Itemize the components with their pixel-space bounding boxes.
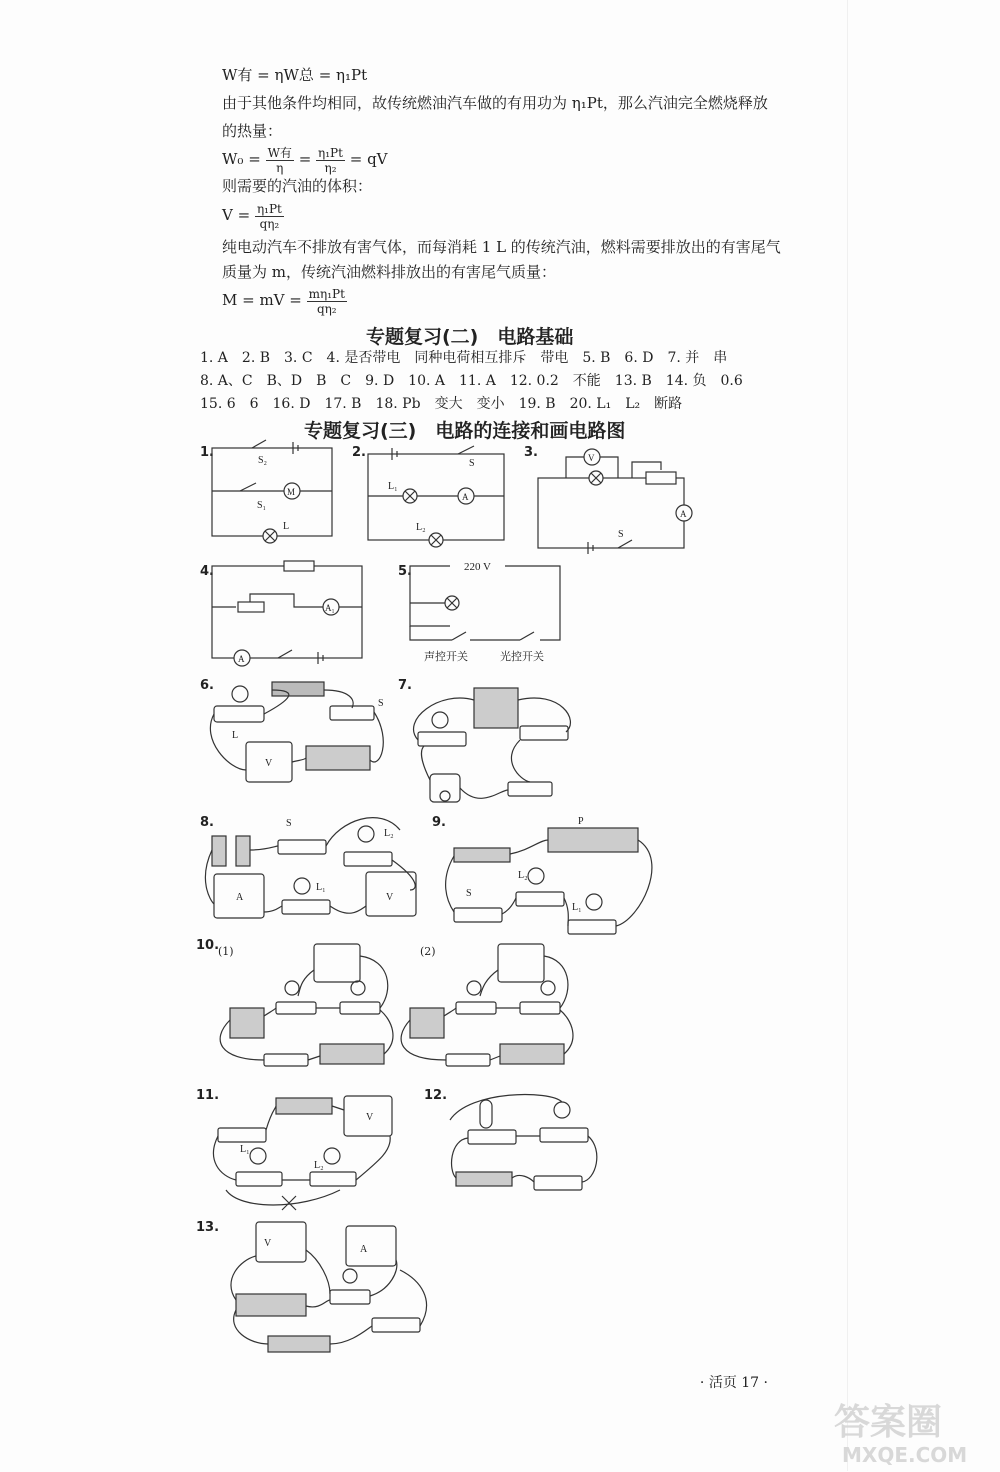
ammeter-symbol-label: A xyxy=(680,509,687,519)
wiring-photo-10-2 xyxy=(401,944,573,1066)
section-title-circuit-drawing: 专题复习(三) 电路的连接和画电路图 xyxy=(304,420,626,442)
label-s2: S₂ xyxy=(258,455,268,466)
label-l2: L₂ xyxy=(416,522,426,533)
formula-useful-work: W有 = ηW总 = η₁Pt xyxy=(222,66,368,84)
question-number: 3. xyxy=(524,445,538,460)
circuit-diagram-2 xyxy=(368,446,504,547)
photo-label-l2: L₂ xyxy=(314,1160,324,1171)
section-title-circuit-basics: 专题复习(二) 电路基础 xyxy=(366,326,574,348)
question-number: 4. xyxy=(200,564,214,579)
photo-label-l1: L₁ xyxy=(316,882,326,893)
wiring-photo-12 xyxy=(450,1095,597,1190)
formula-mass: M = mV = $\frac{\text{mη₁Pt}}{\text{qη₂}}$ xyxy=(222,286,345,316)
photo-label-v: V xyxy=(265,758,273,769)
photo-label-v: V xyxy=(386,892,394,903)
photo-label-s: S xyxy=(286,818,292,829)
photo-label-a: A xyxy=(236,892,244,903)
question-number: 8. xyxy=(200,815,214,830)
answer-row: 8. A、C B、D B C 9. D 10. A 11. A 12. 0.2 不能 13. B 14. 负 0.6 xyxy=(200,373,743,389)
motor-symbol-label: M xyxy=(287,487,296,497)
solution-text-line: 质量为 m，传统汽油燃料排放出的有害尾气质量： xyxy=(222,263,556,281)
wiring-photo-13 xyxy=(231,1222,427,1352)
question-number: 6. xyxy=(200,678,214,693)
circuit-diagram-4 xyxy=(212,561,362,666)
wiring-photo-9 xyxy=(446,828,652,934)
ammeter-symbol-label: A xyxy=(238,654,245,664)
wiring-photo-7 xyxy=(414,688,571,802)
question-number: 9. xyxy=(432,815,446,830)
ammeter-a1-label: A₁ xyxy=(325,603,335,613)
solution-text-line: 纯电动汽车不排放有害气体，而每消耗 1 L 的传统汽油，燃料需要排放出的有害尾气 xyxy=(222,238,781,256)
question-number: 1. xyxy=(200,445,214,460)
label-l: L xyxy=(283,521,290,532)
question-number: 2. xyxy=(352,445,366,460)
answer-row: 15. 6 6 16. D 17. B 18. Pb 变大 变小 19. B 20. L₁ L₂ 断路 xyxy=(200,396,683,412)
watermark-logo xyxy=(828,1392,996,1468)
label-l1: L₁ xyxy=(388,481,398,492)
photo-label-l2: L₂ xyxy=(384,828,394,839)
circuit-diagram-1 xyxy=(212,440,332,543)
light-switch-label: 光控开关 xyxy=(500,651,544,663)
label-s: S xyxy=(618,529,624,540)
svg-text:答案圈: 答案圈 xyxy=(834,1402,943,1443)
photo-label-v: V xyxy=(366,1112,374,1123)
question-number: 13. xyxy=(196,1220,220,1235)
formula-heat: W₀ = $\frac{\text{W有}}{\eta}$ = $\frac{\text{η₁Pt}}{\text{η₂}}$ = qV xyxy=(222,145,388,175)
voltmeter-symbol-label: V xyxy=(588,453,595,463)
photo-label-l2: L₂ xyxy=(518,870,528,881)
photo-label-l: L xyxy=(232,730,239,741)
solution-text-line: 的热量： xyxy=(222,122,283,140)
sub-question-label: (2) xyxy=(420,945,436,958)
wiring-photo-10-1 xyxy=(220,944,393,1066)
watermark-graphic xyxy=(828,1392,996,1468)
question-number: 7. xyxy=(398,678,412,693)
photo-label-l1: L₁ xyxy=(572,902,582,913)
label-s1: S₁ xyxy=(257,500,267,511)
solution-text-line: 由于其他条件均相同，故传统燃油汽车做的有用功为 η₁Pt，那么汽油完全燃烧释放 xyxy=(222,94,768,112)
question-number: 11. xyxy=(196,1088,220,1103)
solution-text-line: 则需要的汽油的体积： xyxy=(222,177,373,195)
sound-switch-label: 声控开关 xyxy=(424,651,468,663)
label-s: S xyxy=(469,458,475,469)
circuit-diagram-3 xyxy=(538,449,692,554)
circuit-diagram-5 xyxy=(410,566,560,640)
photo-label-v: V xyxy=(264,1238,272,1249)
photo-label-a: A xyxy=(360,1244,368,1255)
formula-volume: V = $\frac{\text{η₁Pt}}{\text{qη₂}}$ xyxy=(222,201,282,231)
question-number: 12. xyxy=(424,1088,448,1103)
answer-row: 1. A 2. B 3. C 4. 是否带电 同种电荷相互排斥 带电 5. B 6. D 7. 并 串 xyxy=(200,350,728,366)
question-number: 5. xyxy=(398,564,412,579)
ammeter-symbol-label: A xyxy=(462,492,469,502)
photo-label-s: S xyxy=(466,888,472,899)
photo-label-l1: L₁ xyxy=(240,1144,250,1155)
svg-text:MXQE.COM: MXQE.COM xyxy=(842,1443,968,1467)
photo-label-p: P xyxy=(578,816,584,827)
sub-question-label: (1) xyxy=(218,945,234,958)
question-number: 10. xyxy=(196,938,220,953)
page-number: · 活页 17 · xyxy=(699,1375,768,1391)
voltage-label: 220 V xyxy=(464,561,491,573)
photo-label-s: S xyxy=(378,698,384,709)
